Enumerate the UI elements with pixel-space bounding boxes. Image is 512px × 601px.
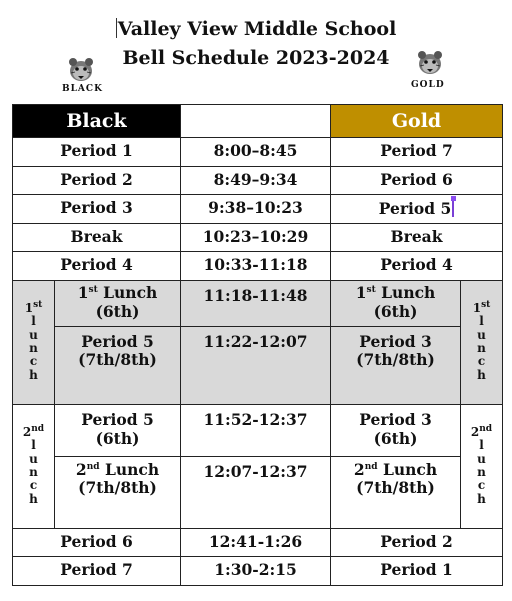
second-lunch-side-label-left: 2nd l u n c h [13, 404, 55, 528]
first-lunch-row-a [13, 280, 503, 326]
period-time: 12:41-1:26 [181, 528, 331, 557]
gold-period: Break [331, 223, 503, 252]
table-row [13, 195, 503, 224]
panther-mascot-right-icon [415, 48, 445, 78]
table-row [13, 138, 503, 167]
gold-first-lunch: 1st Lunch (6th) [331, 280, 461, 326]
first-lunch-row-b [13, 326, 503, 404]
black-first-lunch: 1st Lunch (6th) [55, 280, 181, 326]
black-period-5-sixth: Period 5 (6th) [55, 404, 181, 456]
school-title: Valley View Middle School [117, 18, 397, 40]
table-row [13, 557, 503, 586]
second-lunch-row-a [13, 404, 503, 456]
black-period: Period 4 [13, 252, 181, 281]
gold-second-lunch: 2nd Lunch (7th/8th) [331, 456, 461, 528]
bell-schedule-table [12, 104, 503, 586]
black-second-lunch: 2nd Lunch (7th/8th) [55, 456, 181, 528]
edit-cursor-marker [452, 199, 454, 217]
black-period: Period 3 [13, 195, 181, 224]
black-period: Period 1 [13, 138, 181, 167]
gold-period-3-seventh-eighth: Period 3 (7th/8th) [331, 326, 461, 404]
black-mascot-label: BLACK [62, 84, 103, 94]
period-time: 8:00–8:45 [181, 138, 331, 167]
text-cursor [116, 18, 117, 38]
time-header [181, 105, 331, 138]
second-lunch-period-time: 11:52-12:37 [181, 404, 331, 456]
table-row [13, 166, 503, 195]
second-lunch-time: 12:07-12:37 [181, 456, 331, 528]
first-lunch-side-label-right: 1st l u n c h [461, 280, 503, 404]
schedule-subtitle: Bell Schedule 2023-2024 [122, 47, 390, 69]
second-lunch-side-label-right: 2nd l u n c h [461, 404, 503, 528]
gold-header: Gold [331, 105, 503, 138]
period-5-time: 11:22-12:07 [181, 326, 331, 404]
header-row [13, 105, 503, 138]
period-time: 9:38–10:23 [181, 195, 331, 224]
gold-period-3-sixth: Period 3 (6th) [331, 404, 461, 456]
period-time: 10:33-11:18 [181, 252, 331, 281]
first-lunch-time: 11:18-11:48 [181, 280, 331, 326]
second-lunch-row-b [13, 456, 503, 528]
gold-period: Period 4 [331, 252, 503, 281]
first-lunch-side-label-left: 1st l u n c h [13, 280, 55, 404]
period-time: 1:30-2:15 [181, 557, 331, 586]
black-header: Black [13, 105, 181, 138]
black-period: Period 2 [13, 166, 181, 195]
gold-mascot-label: GOLD [411, 80, 445, 90]
black-period: Period 7 [13, 557, 181, 586]
period-time: 10:23–10:29 [181, 223, 331, 252]
gold-period: Period 2 [331, 528, 503, 557]
table-row [13, 528, 503, 557]
gold-period: Period 6 [331, 166, 503, 195]
period-time: 8:49–9:34 [181, 166, 331, 195]
gold-period: Period 5 [331, 195, 503, 224]
table-row [13, 252, 503, 281]
table-row [13, 223, 503, 252]
black-period: Break [13, 223, 181, 252]
panther-mascot-left-icon [66, 55, 96, 85]
gold-period: Period 7 [331, 138, 503, 167]
black-period-5-seventh-eighth: Period 5 (7th/8th) [55, 326, 181, 404]
gold-period: Period 1 [331, 557, 503, 586]
black-period: Period 6 [13, 528, 181, 557]
